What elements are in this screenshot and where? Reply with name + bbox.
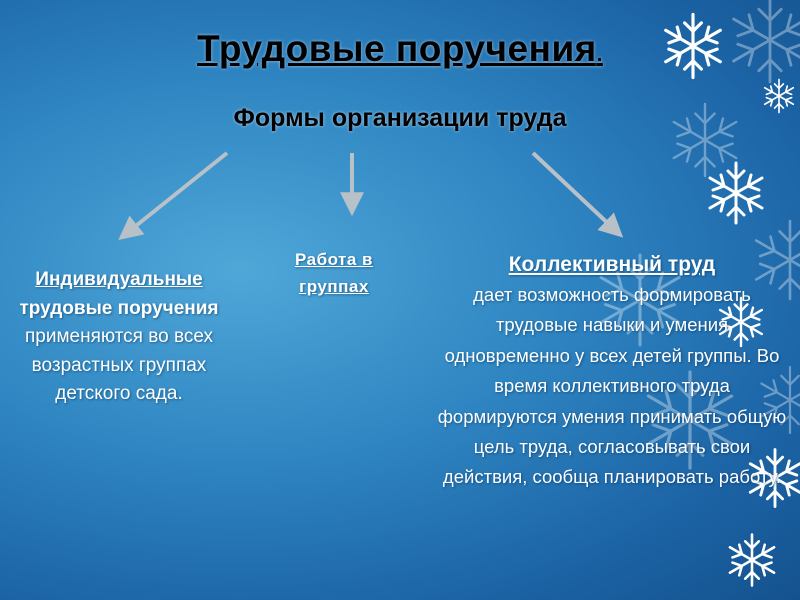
- subtitle: Формы организации труда: [233, 104, 567, 132]
- title-text: Трудовые поручения: [197, 28, 597, 69]
- arrow-icon: [533, 153, 615, 230]
- form-individual-description: применяются во всех возрастных группах детского сада.: [24, 326, 214, 404]
- form-groups: [268, 246, 400, 300]
- form-individual-heading: Индивидуальные: [35, 269, 203, 290]
- form-collective-heading: Коллективный труд: [508, 253, 716, 276]
- form-groups-heading: Работа в группах: [295, 250, 373, 296]
- title-punct: .: [596, 44, 603, 66]
- form-individual: [8, 266, 230, 409]
- form-collective-description: дает возможность формировать трудовые навыки и умения одновременно у всех детей группы. Во время коллективного труда формируются умения принимать общую цель труда, согласовывать свои действия, сообща планировать работу.: [437, 284, 787, 488]
- form-collective: [432, 250, 792, 493]
- form-individual-heading-rest: трудовые поручения: [19, 297, 219, 319]
- arrow-icon: [127, 153, 227, 233]
